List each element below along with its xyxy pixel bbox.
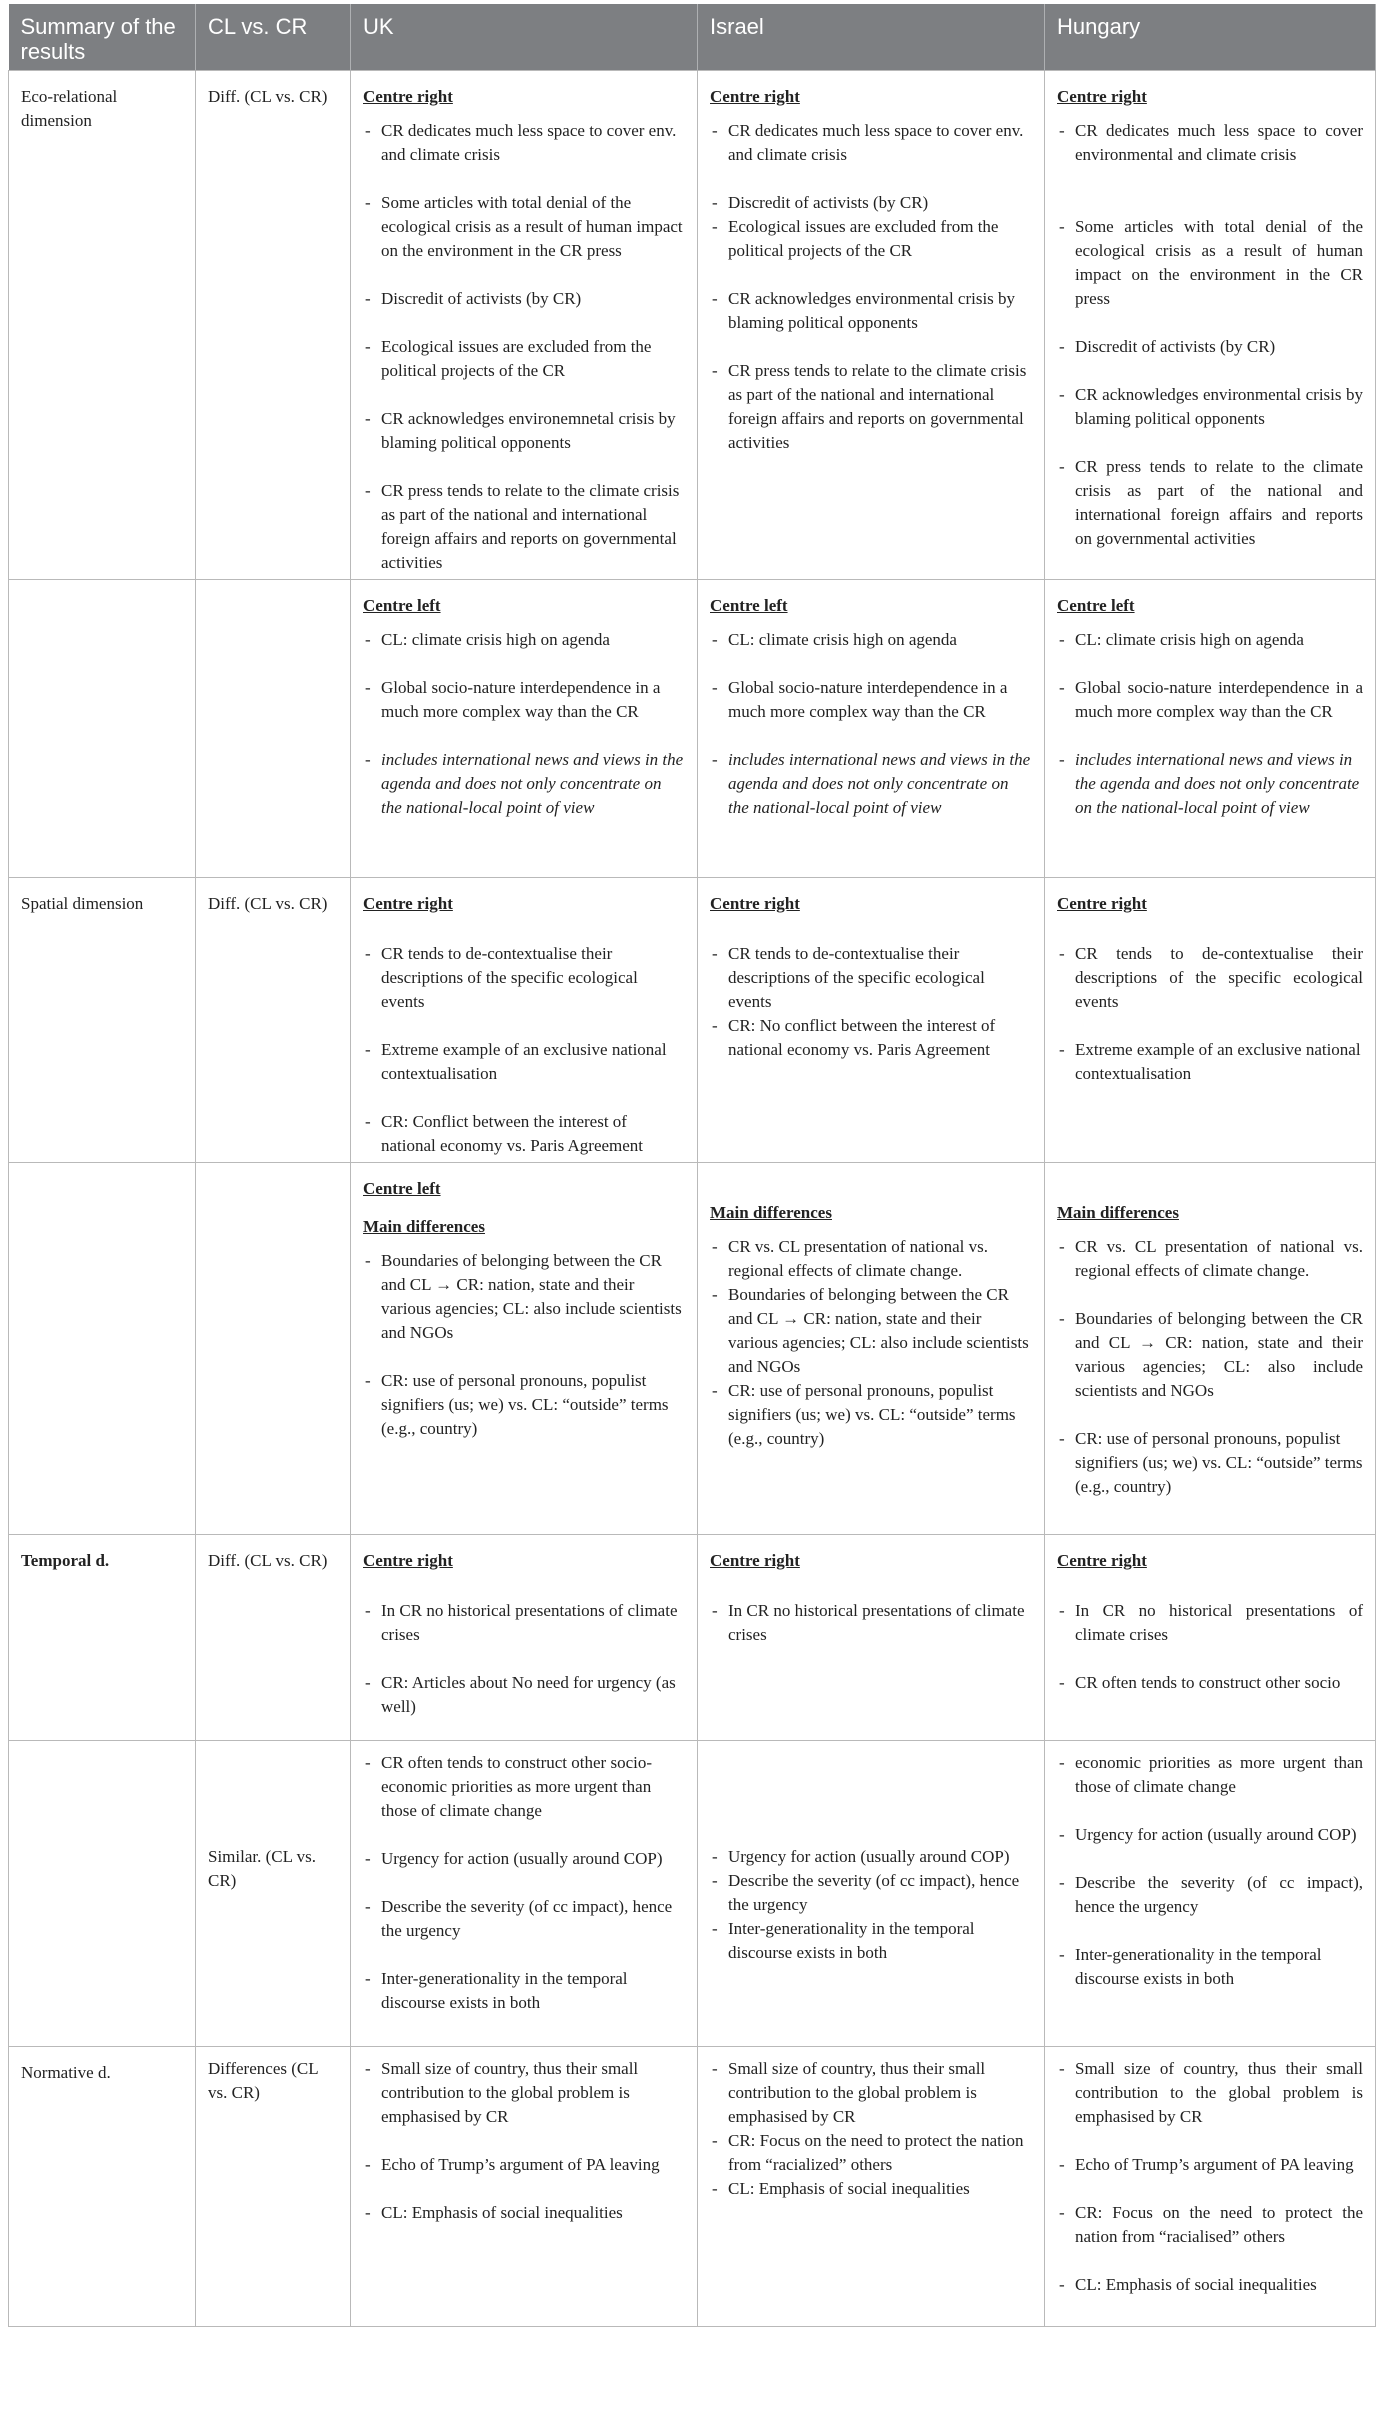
list-item: - Global socio-nature interdependence in a much more complex way than the CR (710, 676, 1032, 724)
list-item: - Discredit of activists (by CR) (363, 287, 685, 311)
list-item: - Small size of country, thus their small contribution to the global problem is emphasised by CR (1057, 2057, 1363, 2129)
list-item: - CR vs. CL presentation of national vs. regional effects of climate change. (1057, 1235, 1363, 1283)
list-item: - CR: Focus on the need to protect the nation from “racialized” others (710, 2129, 1032, 2177)
cell-heading: Centre right (710, 1551, 800, 1570)
list-item: - includes international news and views in the agenda and does not only concentrate on the national-local point of view (710, 748, 1032, 820)
list-item: - Describe the severity (of cc impact), hence the urgency (363, 1895, 685, 1943)
cell-uk (351, 2047, 698, 2327)
list-item: - Inter-generationality in the temporal discourse exists in both (1057, 1943, 1363, 1991)
cell-uk (351, 878, 698, 1163)
list-item: - Boundaries of belonging between the CR and CL → CR: nation, state and their various agencies; CL: also include scientists and NGOs (710, 1283, 1032, 1379)
list-item: - Boundaries of belonging between the CR and CL → CR: nation, state and their various agencies; CL: also include scientists and NGOs (363, 1249, 685, 1345)
list-item: - CR press tends to relate to the climate crisis as part of the national and international foreign affairs and reports on governmental activities (363, 479, 685, 575)
list-item: - Global socio-nature interdependence in a much more complex way than the CR (363, 676, 685, 724)
table-row (9, 1741, 1376, 2047)
cell-hungary (1045, 878, 1376, 1163)
list-item: - CR often tends to construct other socio (1057, 1671, 1363, 1695)
list-item: - Some articles with total denial of the ecological crisis as a result of human impact on the environment in the CR press (363, 191, 685, 263)
list-item: - CR dedicates much less space to cover env. and climate crisis (363, 119, 685, 167)
cell-heading: Centre left (1057, 596, 1135, 615)
bullet-list (1057, 119, 1363, 551)
cell-israel (698, 1163, 1045, 1535)
list-item: - Boundaries of belonging between the CR and CL → CR: nation, state and their various agencies; CL: also include scientists and NGOs (1057, 1307, 1363, 1403)
row-comparison (196, 580, 351, 878)
cell-heading: Centre right (1057, 894, 1147, 913)
cell-heading: Centre right (363, 87, 453, 106)
cell-heading: Centre right (1057, 87, 1147, 106)
list-item: - CR: No conflict between the interest of national economy vs. Paris Agreement (710, 1014, 1032, 1062)
bullet-list (363, 628, 685, 820)
cell-heading: Centre right (363, 1551, 453, 1570)
row-label (9, 580, 196, 878)
table-row (9, 1163, 1376, 1535)
cell-uk (351, 580, 698, 878)
cell-uk (351, 1535, 698, 1741)
bullet-list (710, 1235, 1032, 1451)
list-item: - CL: climate crisis high on agenda (363, 628, 685, 652)
list-item: - CL: Emphasis of social inequalities (1057, 2273, 1363, 2297)
list-item: - economic priorities as more urgent than those of climate change (1057, 1751, 1363, 1799)
list-item: - includes international news and views in the agenda and does not only concentrate on the national-local point of view (363, 748, 685, 820)
cell-hungary (1045, 1163, 1376, 1535)
bullet-list (710, 1845, 1032, 1965)
list-item: - CR: use of personal pronouns, populist signifiers (us; we) vs. CL: “outside” terms (e.g., country) (710, 1379, 1032, 1451)
cell-israel (698, 878, 1045, 1163)
row-comparison: Diff. (CL vs. CR) (196, 71, 351, 580)
list-item: - CR press tends to relate to the climate crisis as part of the national and international foreign affairs and reports on governmental activities (710, 359, 1032, 455)
bullet-list (1057, 1235, 1363, 1499)
list-item: - Ecological issues are excluded from the political projects of the CR (710, 215, 1032, 263)
list-item: - Small size of country, thus their small contribution to the global problem is emphasised by CR (710, 2057, 1032, 2129)
list-item: - CR tends to de-contextualise their descriptions of the specific ecological events (1057, 942, 1363, 1014)
cell-heading: Centre right (363, 894, 453, 913)
cell-israel (698, 580, 1045, 878)
list-item: - Inter-generationality in the temporal discourse exists in both (363, 1967, 685, 2015)
list-item: - CR: Focus on the need to protect the nation from “racialised” others (1057, 2201, 1363, 2249)
header-summary: Summary of the results (9, 4, 196, 71)
cell-heading: Centre right (710, 894, 800, 913)
list-item: - Urgency for action (usually around COP) (1057, 1823, 1363, 1847)
list-item: - CR vs. CL presentation of national vs. regional effects of climate change. (710, 1235, 1032, 1283)
list-item: - CR: use of personal pronouns, populist signifiers (us; we) vs. CL: “outside” terms (e.g., country) (1057, 1427, 1363, 1499)
row-comparison: Differences (CL vs. CR) (196, 2047, 351, 2327)
list-item: - CR often tends to construct other socio-economic priorities as more urgent than those of climate change (363, 1751, 685, 1823)
list-item: - Extreme example of an exclusive national contextualisation (363, 1038, 685, 1086)
list-item: - Describe the severity (of cc impact), hence the urgency (1057, 1871, 1363, 1919)
list-item: - Discredit of activists (by CR) (1057, 335, 1363, 359)
cell-hungary (1045, 1535, 1376, 1741)
list-item: - Echo of Trump’s argument of PA leaving (363, 2153, 685, 2177)
cell-israel (698, 1535, 1045, 1741)
cell-israel (698, 71, 1045, 580)
list-item: - Discredit of activists (by CR) (710, 191, 1032, 215)
list-item: - Urgency for action (usually around COP) (363, 1847, 685, 1871)
cell-heading: Centre left (363, 596, 441, 615)
table-row (9, 2047, 1376, 2327)
cell-uk (351, 71, 698, 580)
list-item: - Describe the severity (of cc impact), hence the urgency (710, 1869, 1032, 1917)
list-item: - Echo of Trump’s argument of PA leaving (1057, 2153, 1363, 2177)
cell-heading: Centre right (1057, 1551, 1147, 1570)
bullet-list (363, 1751, 685, 2015)
row-comparison: Similar. (CL vs. CR) (196, 1741, 351, 2047)
bullet-list (710, 119, 1032, 455)
list-item: - Global socio-nature interdependence in a much more complex way than the CR (1057, 676, 1363, 724)
cell-uk (351, 1741, 698, 2047)
bullet-list (710, 942, 1032, 1062)
row-label: Eco-relational dimension (9, 71, 196, 580)
cell-israel (698, 1741, 1045, 2047)
list-item: - In CR no historical presentations of climate crises (710, 1599, 1032, 1647)
bullet-list (1057, 1751, 1363, 1991)
bullet-list (363, 2057, 685, 2225)
list-item: - CL: Emphasis of social inequalities (363, 2201, 685, 2225)
table-row (9, 71, 1376, 580)
table-row (9, 878, 1376, 1163)
header-israel: Israel (698, 4, 1045, 71)
bullet-list (363, 1599, 685, 1719)
row-label: Normative d. (9, 2047, 196, 2327)
header-hungary: Hungary (1045, 4, 1376, 71)
list-item: - CL: climate crisis high on agenda (1057, 628, 1363, 652)
list-item: - Some articles with total denial of the ecological crisis as a result of human impact on the environment in the CR press (1057, 215, 1363, 311)
list-item: - Urgency for action (usually around COP) (710, 1845, 1032, 1869)
bullet-list (363, 942, 685, 1158)
row-comparison: Diff. (CL vs. CR) (196, 878, 351, 1163)
list-item: - Extreme example of an exclusive national contextualisation (1057, 1038, 1363, 1086)
bullet-list (1057, 942, 1363, 1086)
cell-subheading: Main differences (363, 1217, 485, 1236)
list-item: - CL: climate crisis high on agenda (710, 628, 1032, 652)
list-item: - CL: Emphasis of social inequalities (710, 2177, 1032, 2201)
list-item: - CR: use of personal pronouns, populist signifiers (us; we) vs. CL: “outside” terms (e.g., country) (363, 1369, 685, 1441)
list-item: - Small size of country, thus their small contribution to the global problem is emphasised by CR (363, 2057, 685, 2129)
bullet-list (363, 119, 685, 575)
row-label (9, 1741, 196, 2047)
bullet-list (710, 2057, 1032, 2201)
list-item: - CR tends to de-contextualise their descriptions of the specific ecological events (710, 942, 1032, 1014)
list-item: - includes international news and views in the agenda and does not only concentrate on the national-local point of view (1057, 748, 1363, 820)
list-item: - CR tends to de-contextualise their descriptions of the specific ecological events (363, 942, 685, 1014)
header-row (9, 4, 1376, 71)
list-item: - In CR no historical presentations of climate crises (363, 1599, 685, 1647)
row-label: Temporal d. (9, 1535, 196, 1741)
list-item: - CR press tends to relate to the climate crisis as part of the national and international foreign affairs and reports on governmental activities (1057, 455, 1363, 551)
cell-subheading: Main differences (1057, 1203, 1179, 1222)
cell-hungary (1045, 580, 1376, 878)
bullet-list (710, 1599, 1032, 1647)
cell-heading: Centre left (363, 1179, 441, 1198)
bullet-list (710, 628, 1032, 820)
list-item: - Inter-generationality in the temporal discourse exists in both (710, 1917, 1032, 1965)
list-item: - Ecological issues are excluded from the political projects of the CR (363, 335, 685, 383)
list-item: - CR dedicates much less space to cover env. and climate crisis (710, 119, 1032, 167)
header-comparison: CL vs. CR (196, 4, 351, 71)
cell-hungary (1045, 1741, 1376, 2047)
row-comparison (196, 1163, 351, 1535)
list-item: - CR: Articles about No need for urgency (as well) (363, 1671, 685, 1719)
list-item: - In CR no historical presentations of climate crises (1057, 1599, 1363, 1647)
header-uk: UK (351, 4, 698, 71)
cell-israel (698, 2047, 1045, 2327)
table-row (9, 1535, 1376, 1741)
table-row (9, 580, 1376, 878)
cell-hungary (1045, 71, 1376, 580)
cell-hungary (1045, 2047, 1376, 2327)
results-table (8, 4, 1376, 2327)
cell-uk (351, 1163, 698, 1535)
row-comparison: Diff. (CL vs. CR) (196, 1535, 351, 1741)
list-item: - CR acknowledges environemnetal crisis by blaming political opponents (363, 407, 685, 455)
list-item: - CR dedicates much less space to cover environmental and climate crisis (1057, 119, 1363, 167)
cell-heading: Centre left (710, 596, 788, 615)
list-item: - CR: Conflict between the interest of national economy vs. Paris Agreement (363, 1110, 685, 1158)
list-item: - CR acknowledges environmental crisis by blaming political opponents (710, 287, 1032, 335)
bullet-list (1057, 2057, 1363, 2297)
cell-subheading: Main differences (710, 1203, 832, 1222)
cell-heading: Centre right (710, 87, 800, 106)
bullet-list (1057, 1599, 1363, 1695)
row-label (9, 1163, 196, 1535)
bullet-list (1057, 628, 1363, 820)
bullet-list (363, 1249, 685, 1441)
list-item: - CR acknowledges environmental crisis by blaming political opponents (1057, 383, 1363, 431)
row-label: Spatial dimension (9, 878, 196, 1163)
